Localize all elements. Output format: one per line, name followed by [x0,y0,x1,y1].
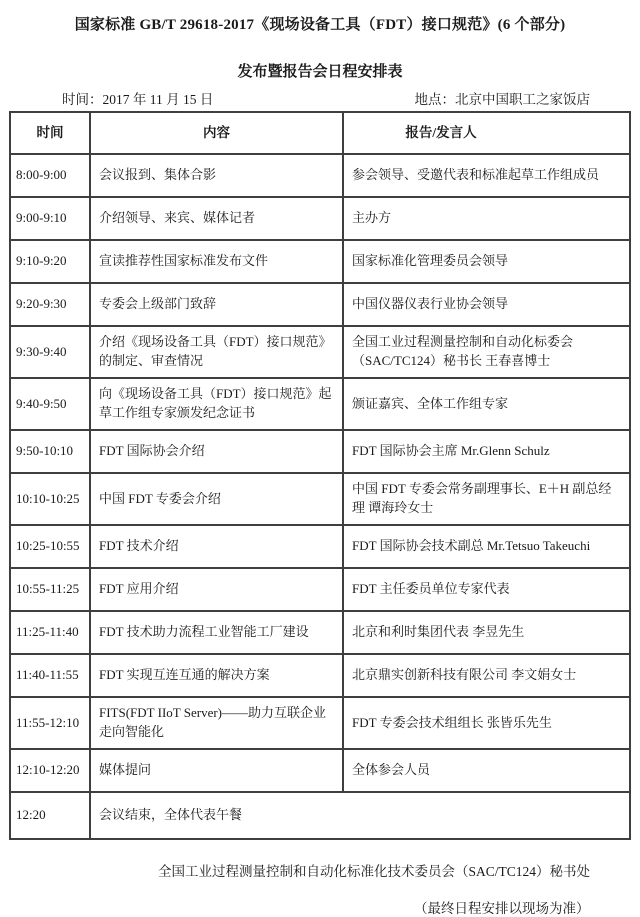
content-cell: FDT 实现互连互通的解决方案 [90,654,343,697]
speaker-cell: FDT 主任委员单位专家代表 [343,568,630,611]
table-row [10,154,630,197]
table-row [10,240,630,283]
time-cell: 9:10-9:20 [10,240,90,283]
time-cell: 9:40-9:50 [10,378,90,430]
column-header-speaker: 报告/发言人 [343,112,630,154]
table-row [10,792,630,839]
time-cell: 10:25-10:55 [10,525,90,568]
page-subtitle: 发布暨报告会日程安排表 [237,64,403,80]
content-cell: 会议结束，全体代表午餐 [90,792,630,839]
table-row [10,654,630,697]
time-cell: 9:50-10:10 [10,430,90,473]
time-cell: 9:00-9:10 [10,197,90,240]
speaker-cell: 参会领导、受邀代表和标准起草工作组成员 [343,154,630,197]
table-row [10,473,630,525]
content-cell: 专委会上级部门致辞 [90,283,343,326]
content-cell: 会议报到、集体合影 [90,154,343,197]
speaker-cell: 中国 FDT 专委会常务副理事长、E＋H 副总经理 谭海玲女士 [343,473,630,525]
content-cell: 媒体提问 [90,749,343,792]
content-cell: 中国 FDT 专委会介绍 [90,473,343,525]
content-cell: 向《现场设备工具（FDT）接口规范》起草工作组专家颁发纪念证书 [90,378,343,430]
table-row [10,197,630,240]
table-row [10,749,630,792]
content-cell: 介绍领导、来宾、媒体记者 [90,197,343,240]
speaker-cell: FDT 专委会技术组组长 张皆乐先生 [343,697,630,749]
content-cell: FITS(FDT IIoT Server)——助力互联企业走向智能化 [90,697,343,749]
table-row [10,568,630,611]
column-header-content: 内容 [90,112,343,154]
schedule-table [9,111,631,840]
speaker-cell: 北京鼎实创新科技有限公司 李文娟女士 [343,654,630,697]
speaker-cell: 国家标准化管理委员会领导 [343,240,630,283]
table-row [10,697,630,749]
time-cell: 11:25-11:40 [10,611,90,654]
table-row [10,283,630,326]
speaker-cell: 主办方 [343,197,630,240]
speaker-cell: 北京和利时集团代表 李昱先生 [343,611,630,654]
time-cell: 12:20 [10,792,90,839]
content-cell: 介绍《现场设备工具（FDT）接口规范》的制定、审查情况 [90,326,343,378]
time-cell: 11:55-12:10 [10,697,90,749]
footer-secretariat: 全国工业过程测量控制和自动化标准化技术委员会（SAC/TC124）秘书处 [158,864,591,879]
meta-line [62,88,590,108]
time-cell: 9:20-9:30 [10,283,90,326]
content-cell: FDT 国际协会介绍 [90,430,343,473]
table-row [10,326,630,378]
table-row [10,525,630,568]
table-row [10,430,630,473]
speaker-cell: 颁证嘉宾、全体工作组专家 [343,378,630,430]
table-row [10,611,630,654]
content-cell: FDT 技术介绍 [90,525,343,568]
footer-note: （最终日程安排以现场为准） [414,901,590,916]
content-cell: FDT 应用介绍 [90,568,343,611]
time-cell: 10:10-10:25 [10,473,90,525]
column-header-time: 时间 [10,112,90,154]
table-row [10,378,630,430]
time-cell: 11:40-11:55 [10,654,90,697]
time-cell: 9:30-9:40 [10,326,90,378]
meta-location: 地点：北京中国职工之家饭店 [414,92,590,107]
speaker-cell: 中国仪器仪表行业协会领导 [343,283,630,326]
time-cell: 10:55-11:25 [10,568,90,611]
speaker-cell: 全体参会人员 [343,749,630,792]
time-cell: 12:10-12:20 [10,749,90,792]
speaker-cell: FDT 国际协会主席 Mr.Glenn Schulz [343,430,630,473]
content-cell: FDT 技术助力流程工业智能工厂建设 [90,611,343,654]
table-header-row [10,112,630,154]
speaker-cell: FDT 国际协会技术副总 Mr.Tetsuo Takeuchi [343,525,630,568]
meta-time: 时间：2017 年 11 月 15 日 [62,92,214,107]
time-cell: 8:00-9:00 [10,154,90,197]
content-cell: 宣读推荐性国家标准发布文件 [90,240,343,283]
speaker-cell: 全国工业过程测量控制和自动化标委会（SAC/TC124）秘书长 王春喜博士 [343,326,630,378]
page-title: 国家标准 GB/T 29618-2017《现场设备工具（FDT）接口规范》(6 个部分) [74,17,566,33]
